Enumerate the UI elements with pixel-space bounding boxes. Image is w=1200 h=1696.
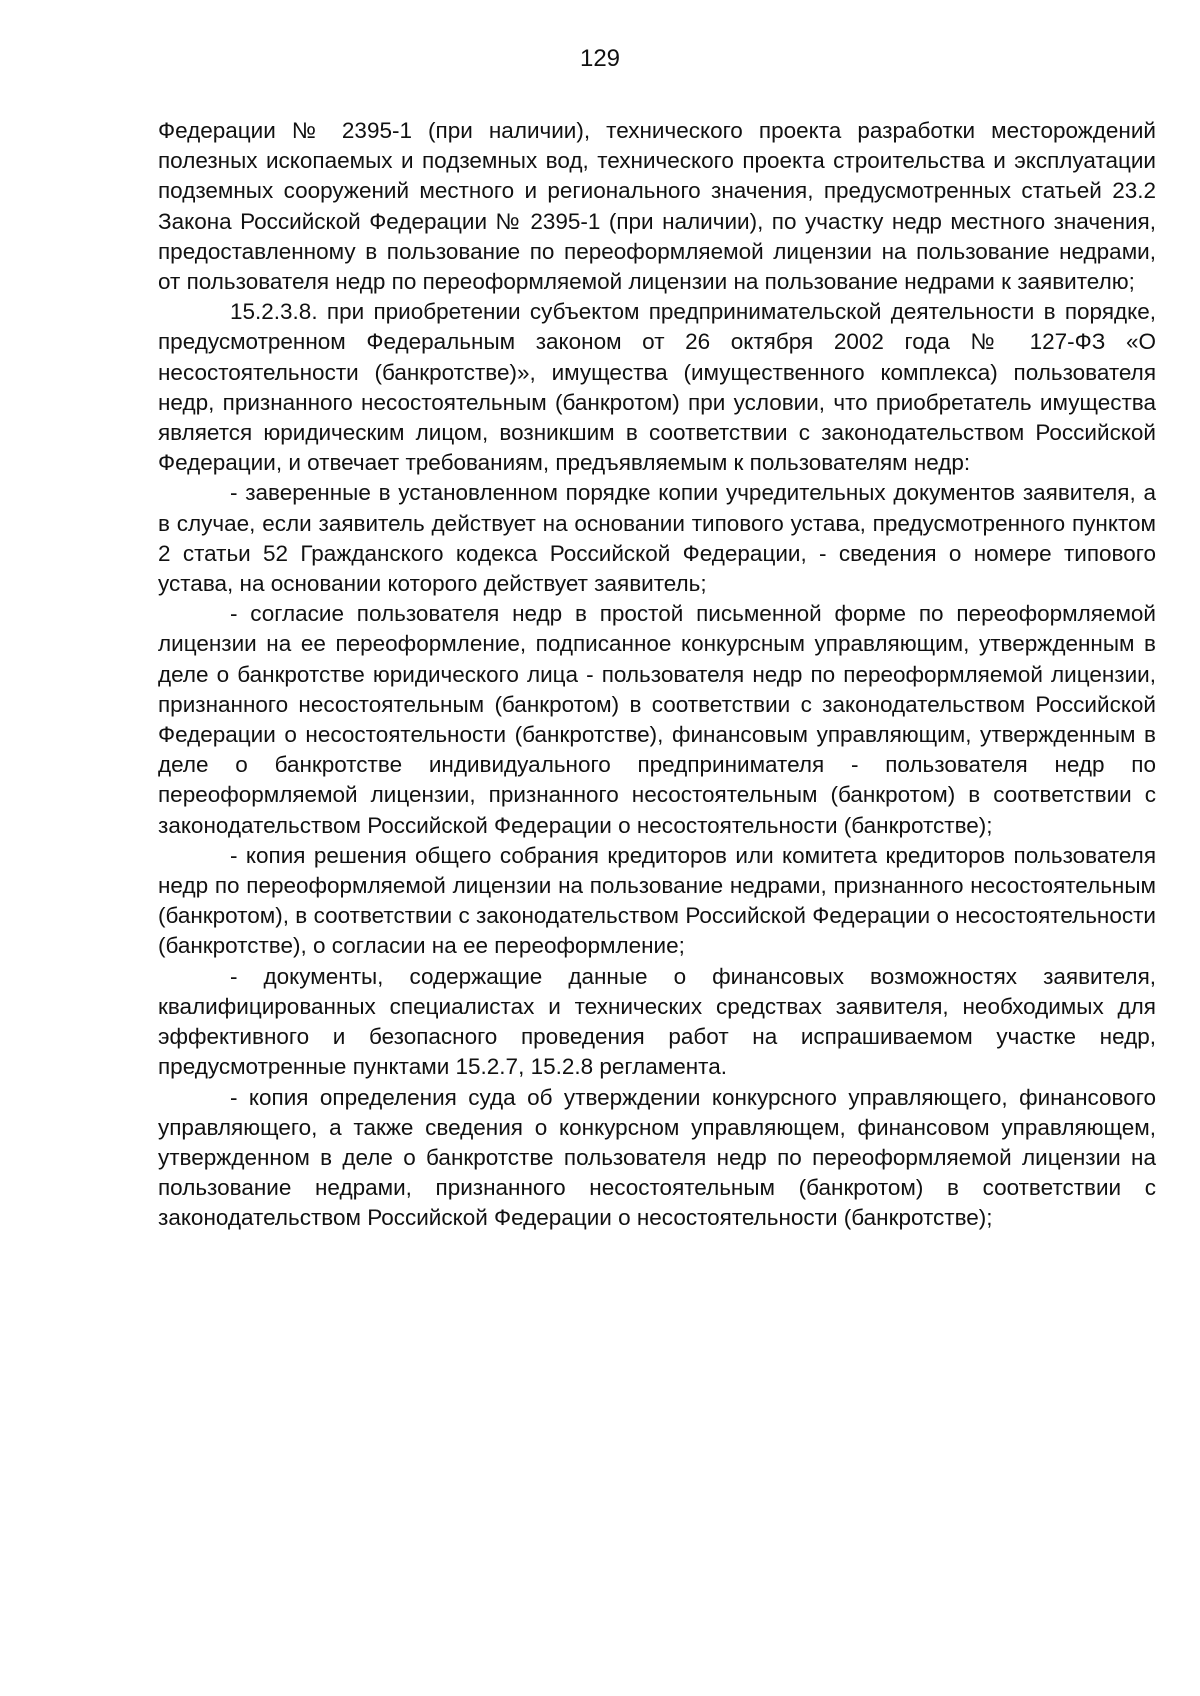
page-number: 129 [579,45,621,72]
paragraph-continuation: Федерации № 2395-1 (при наличии), технического проекта разработки месторождений полезных ископаемых и подземных вод, технического проекта строительства и эксплуатации подземных сооружений местного и регионального значения, предусмотренных статьей 23.2 Закона Российской Федерации № 2395-1 (при наличии), по участку недр местного значения, предоставленному в пользование по переоформляемой лицензии на пользование недрами, от пользователя недр по переоформляемой лицензии на пользование недрами к заявителю; [158,118,1156,295]
list-item-user-consent: - согласие пользователя недр в простой письменной форме по переоформляемой лицензии на ее переоформление, подписанное конкурсным управляющим, утвержденным в деле о банкротстве юридического лица - пользователя недр по переоформляемой лицензии, признанного несостоятельным (банкротом) в соответствии с законодательством Российской Федерации о несостоятельности (банкротстве), финансовым управляющим, утвержденным в деле о банкротстве индивидуального предпринимателя - пользователя недр по переоформляемой лицензии, признанного несостоятельным (банкротом) в соответствии с законодательством Российской Федерации о несостоятельности (банкротстве); [158,601,1156,838]
list-item-court-ruling: - копия определения суда об утверждении конкурсного управляющего, финансового управляющего, а также сведения о конкурсном управляющем, финансовом управляющем, утвержденном в деле о банкротстве пользователя недр по переоформляемой лицензии на пользование недрами, признанного несостоятельным (банкротом) в соответствии с законодательством Российской Федерации о несостоятельности (банкротстве); [158,1084,1156,1231]
paragraph-15-2-3-8: 15.2.3.8. при приобретении субъектом предпринимательской деятельности в порядке, предусмотренном Федеральным законом от 26 октября 2002 года № 127-ФЗ «О несостоятельности (банкротстве)», имущества (имущественного комплекса) пользователя недр, признанного несостоятельным (банкротом) при условии, что приобретатель имущества является юридическим лицом, возникшим в соответствии с законодательством Российской Федерации, и отвечает требованиям, предъявляемым к пользователям недр: [158,299,1156,476]
list-item-founding-documents: - заверенные в установленном порядке копии учредительных документов заявителя, а в случае, если заявитель действует на основании типового устава, предусмотренного пунктом 2 статьи 52 Гражданского кодекса Российской Федерации, - сведения о номере типового устава, на основании которого действует заявитель; [158,480,1156,597]
document-body [158,116,1156,1234]
list-item-creditors-decision: - копия решения общего собрания кредиторов или комитета кредиторов пользователя недр по переоформляемой лицензии на пользование недрами, признанного несостоятельным (банкротом), в соответствии с законодательством Российской Федерации о несостоятельности (банкротстве), о согласии на ее переоформление; [158,842,1156,959]
list-item-financial-documents: - документы, содержащие данные о финансовых возможностях заявителя, квалифицированных специалистах и технических средствах заявителя, необходимых для эффективного и безопасного проведения работ на испрашиваемом участке недр, предусмотренные пунктами 15.2.7, 15.2.8 регламента. [158,963,1156,1080]
